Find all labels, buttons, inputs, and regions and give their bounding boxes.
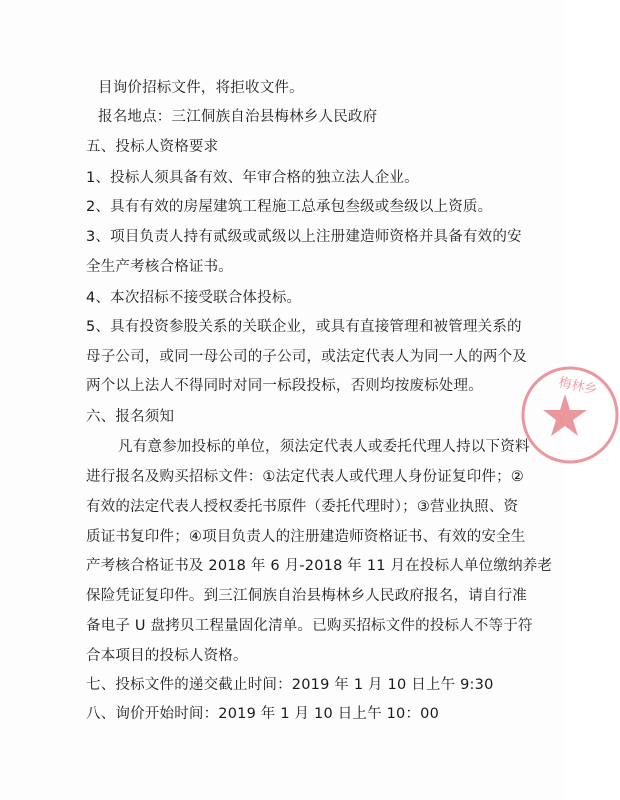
text-line: 目询价招标文件，将拒收文件。 <box>98 80 304 96</box>
section-heading: 八、询价开始时间：2019 年 1 月 10 日上午 10：00 <box>86 706 440 722</box>
section-heading: 七、投标文件的递交截止时间：2019 年 1 月 10 日上午 9:30 <box>86 677 494 693</box>
text-line: 质证书复印件；④项目负责人的注册建造师资格证书、有效的安全生 <box>86 529 526 545</box>
section-heading: 五、投标人资格要求 <box>86 139 219 155</box>
text-line: 凡有意参加投标的单位，须法定代表人或委托代理人持以下资料 <box>118 439 530 455</box>
star-icon <box>543 394 587 436</box>
stamp-text: 梅林乡 <box>557 375 599 399</box>
section-heading: 六、报名须知 <box>86 409 175 425</box>
text-line: 2、具有有效的房屋建筑工程施工总承包叁级或叁级以上资质。 <box>86 199 493 215</box>
text-line: 报名地点：三江侗族自治县梅林乡人民政府 <box>98 109 378 125</box>
text-line: 4、本次招标不接受联合体投标。 <box>86 290 302 306</box>
text-line: 进行报名及购买招标文件：①法定代表人或代理人身份证复印件；② <box>86 469 524 485</box>
text-line: 有效的法定代表人授权委托书原件（委托代理时）；③营业执照、资 <box>86 499 519 515</box>
text-line: 合本项目的投标人资格。 <box>86 648 248 664</box>
red-seal-stamp <box>520 360 620 470</box>
text-line: 保险凭证复印件。到三江侗族自治县梅林乡人民政府报名，请自行准 <box>86 588 527 604</box>
text-line: 备电子 U 盘拷贝工程量固化清单。已购买招标文件的投标人不等于符 <box>86 618 533 634</box>
text-line: 3、项目负责人持有贰级或贰级以上注册建造师资格并具备有效的安 <box>86 229 522 245</box>
text-line: 全生产考核合格证书。 <box>86 259 233 275</box>
text-line: 两个以上法人不得同时对同一标段投标，否则均按废标处理。 <box>86 378 483 394</box>
text-line: 母子公司，或同一母公司的子公司，或法定代表人为同一人的两个及 <box>86 349 527 365</box>
text-line: 5、具有投资参股关系的关联企业，或具有直接管理和被管理关系的 <box>86 319 522 335</box>
text-line: 1、投标人须具备有效、年审合格的独立法人企业。 <box>86 170 419 186</box>
text-line: 产考核合格证书及 2018 年 6 月-2018 年 11 月在投标人单位缴纳养老 <box>86 558 553 574</box>
